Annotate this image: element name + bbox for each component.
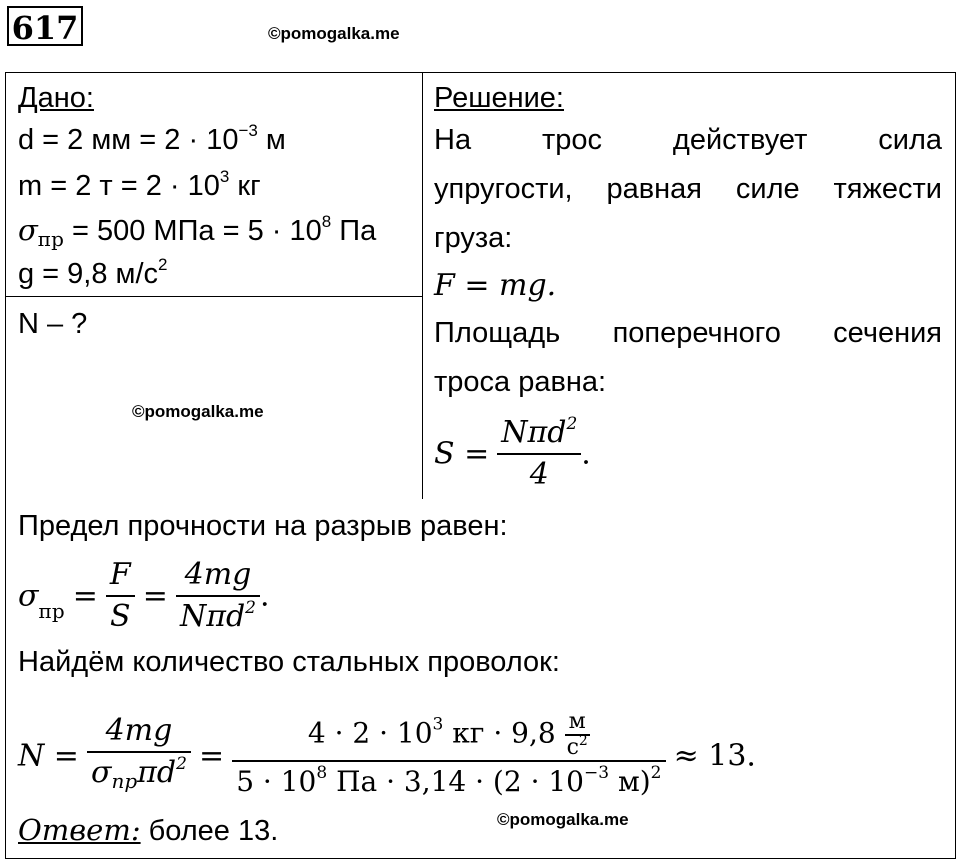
- watermark-top: ©pomogalka.me: [268, 24, 400, 43]
- equation-area: S = $\frac{N\pi d^2}{4}$ .: [434, 410, 591, 496]
- equation-strength: $\sigma_{пр}$ = $\frac{F}{S}$ = $\frac{4mg}{N\pi d^2}$ .: [18, 552, 270, 638]
- find-quantity: N – ?: [18, 308, 88, 340]
- answer-label: Ответ:: [18, 813, 141, 847]
- solution-text-2: упругости, равная силе тяжести: [434, 173, 942, 205]
- solution-text-6: Предел прочности на разрыв равен:: [18, 510, 508, 542]
- given-strength: $\sigma_{пр} = 500$ МПа = $5 \cdot 10^8$ Па: [18, 212, 377, 251]
- solution-text-4: Площадь поперечного сечения: [434, 317, 942, 349]
- given-heading: Дано:: [18, 82, 94, 114]
- given-gravity: g = 9,8 $м/с^2$: [18, 255, 168, 290]
- equation-force: F = mg.: [434, 268, 557, 303]
- problem-number: 617: [7, 6, 83, 46]
- given-divider-vertical: [422, 72, 423, 499]
- solution-heading: Решение:: [434, 82, 564, 114]
- watermark-middle: ©pomogalka.me: [132, 402, 264, 421]
- answer: Ответ: более 13.: [18, 813, 279, 847]
- solution-text-7: Найдём количество стальных проволок:: [18, 646, 560, 678]
- solution-text-1: На трос действует сила: [434, 124, 942, 156]
- solution-text-5: троса равна:: [434, 366, 607, 398]
- watermark-bottom: ©pomogalka.me: [497, 810, 629, 829]
- equation-count: N = $\frac{4mg}{\sigma_{пр}\pi d^2}$ = $4 \cdot 2 \cdot 10^3$ кг · 9,8 $\frac{м}{с^2}$ $5 \cdot 10^8$ Па · $3,14 \cdot (2 \cdot 10^{-3}$ м)$^2$ ≈ 13.: [18, 700, 756, 810]
- given-mass: m = 2 $т = 2 \cdot 10^3$ кг: [18, 167, 261, 202]
- solution-text-3: груза:: [434, 222, 513, 254]
- given-diameter: d = 2 мм = $2 \cdot 10^{-3}$ м: [18, 121, 286, 156]
